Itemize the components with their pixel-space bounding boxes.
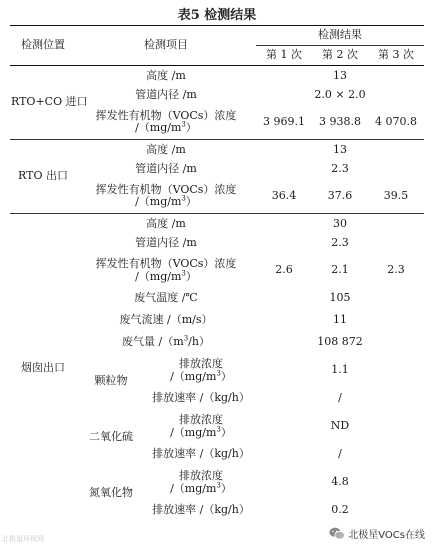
- value-cell: 39.5: [383, 189, 409, 203]
- pollutant-name: 颗粒物: [94, 374, 128, 388]
- item-cell: 挥发性有机物（VOCs）浓度 $/(mg/m^3)$: [95, 257, 237, 283]
- item-cell: 废气温度 /℃: [134, 291, 198, 305]
- sub-item-cell: 排放速率 /（kg/h）: [152, 391, 250, 405]
- pollutant-name: 氮氧化物: [89, 486, 133, 500]
- header-location: 检测位置: [10, 26, 76, 66]
- merged-value-cell: 30: [256, 214, 424, 234]
- location-cell: 烟囱出口: [10, 214, 76, 522]
- value-cell: 4 070.8: [375, 115, 417, 129]
- watermark-right-text: 北极星VOCs在线: [348, 529, 425, 541]
- table-row: [10, 214, 424, 234]
- header-round-2: 第 2 次: [312, 46, 368, 66]
- merged-value-cell: 1.1: [331, 363, 349, 377]
- location-cell: RTO+CO 进口: [11, 95, 88, 109]
- merged-value-cell: 2.0 × 2.0: [314, 88, 366, 102]
- item-cell: 挥发性有机物（VOCs）浓度 $/(mg/m^3)$: [95, 108, 237, 135]
- table-caption: 表5 检测结果: [177, 8, 257, 23]
- item-cell: 废气流速 /（m/s）: [119, 313, 213, 327]
- location-cell: RTO 出口: [10, 140, 76, 214]
- watermark-left: 北极星环保网: [2, 535, 44, 543]
- table-row: [10, 140, 424, 160]
- item-cell: 高度 /m: [76, 214, 256, 234]
- header-round-1: 第 1 次: [256, 46, 312, 66]
- sub-item-cell: 排放速率 /（kg/h）: [152, 447, 250, 461]
- value-cell: 2.3: [387, 263, 405, 277]
- wechat-icon: [329, 527, 345, 540]
- value-cell: 2.6: [275, 263, 293, 277]
- header-round-3: 第 3 次: [368, 46, 424, 66]
- merged-value-cell: 13: [256, 140, 424, 160]
- merged-value-cell: 11: [333, 313, 347, 327]
- value-cell: 2.1: [331, 263, 349, 277]
- item-cell: 管道内径 /m: [135, 88, 197, 102]
- merged-value-cell: /: [338, 447, 342, 461]
- merged-value-cell: ND: [330, 419, 350, 433]
- item-cell: 高度 /m: [146, 68, 186, 82]
- item-cell: 挥发性有机物（VOCs）浓度 $/(mg/m^3)$: [95, 182, 237, 209]
- merged-value-cell: /: [338, 391, 342, 405]
- sub-item-cell: 排放浓度 $/(mg/m^3)$: [170, 413, 232, 439]
- merged-value-cell: 2.3: [331, 236, 349, 250]
- header-result: 检测结果: [256, 26, 424, 46]
- merged-value-cell: 2.3: [331, 162, 349, 176]
- sub-item-cell: 排放浓度 $/(mg/m^3)$: [170, 357, 232, 383]
- header-row-1: [10, 26, 424, 46]
- value-cell: 3 969.1: [263, 115, 305, 129]
- value-cell: 3 938.8: [319, 115, 361, 129]
- pollutant-name: 二氧化硫: [89, 430, 133, 444]
- table-row: [10, 66, 424, 86]
- item-cell: 高度 /m: [76, 140, 256, 160]
- merged-value-cell: 105: [329, 291, 351, 305]
- value-cell: 36.4: [271, 189, 297, 203]
- sub-item-cell: 排放速率 /（kg/h）: [152, 503, 250, 517]
- item-cell: 管道内径 /m: [135, 236, 197, 250]
- item-cell: 废气量 $/(m^3/h)$: [122, 334, 210, 349]
- header-item: 检测项目: [76, 26, 256, 66]
- merged-value-cell: 0.2: [331, 503, 349, 517]
- sub-item-cell: 排放浓度 $/(mg/m^3)$: [170, 469, 232, 495]
- merged-value-cell: 108 872: [317, 335, 363, 349]
- value-cell: 37.6: [327, 189, 353, 203]
- results-table: [10, 25, 424, 522]
- item-cell: 管道内径 /m: [135, 162, 197, 176]
- merged-value-cell: 13: [333, 68, 347, 82]
- merged-value-cell: 4.8: [331, 475, 349, 489]
- watermark-right: [326, 525, 428, 541]
